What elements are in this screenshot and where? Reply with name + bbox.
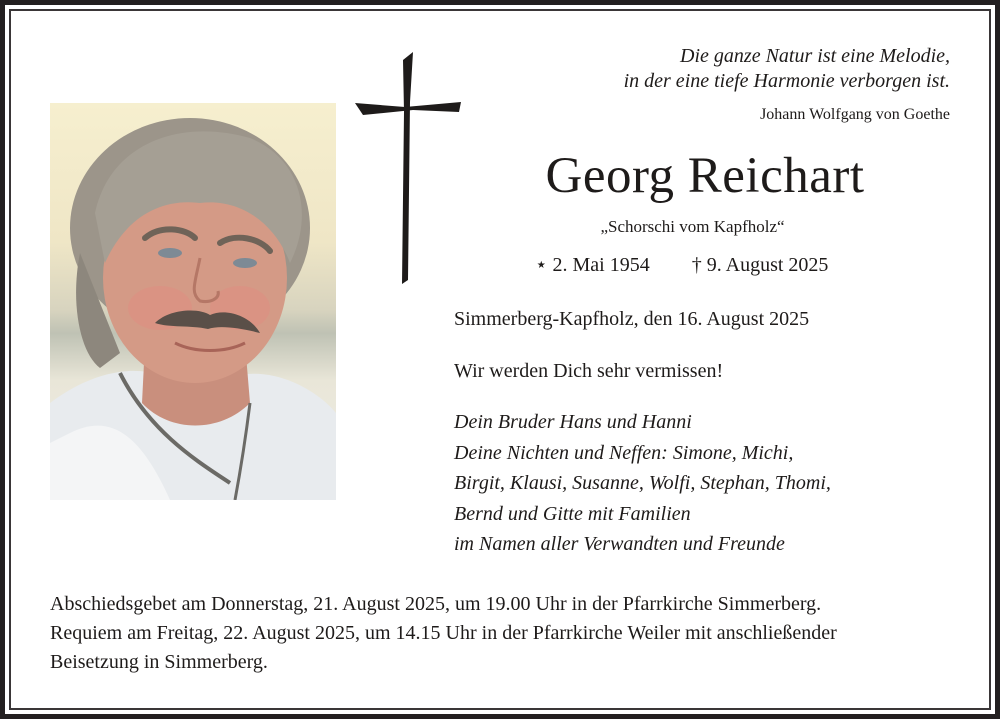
mourner-line: Dein Bruder Hans und Hanni <box>454 411 692 433</box>
birth-date: ⋆ 2. Mai 1954 <box>535 254 650 276</box>
portrait-photo <box>50 103 336 500</box>
mourner-line: Bernd und Gitte mit Familien <box>454 502 691 525</box>
mourners-list <box>454 407 831 560</box>
service-line: Beisetzung in Simmerberg. <box>50 651 268 673</box>
quote-line: Die ganze Natur ist eine Melodie, <box>680 45 950 67</box>
quote-line: in der eine tiefe Harmonie verborgen ist. <box>623 70 950 92</box>
mourner-line: Deine Nichten und Neffen: Simone, Michi, <box>454 441 794 464</box>
deceased-nickname: „Schorschi vom Kapfholz“ <box>600 217 785 236</box>
mourner-line: Birgit, Klausi, Susanne, Wolfi, Stephan, Thomi, <box>454 472 831 494</box>
service-line: Abschiedsgebet am Donnerstag, 21. August 2025, um 19.00 Uhr in der Pfarrkirche Simmerberg. <box>50 593 822 615</box>
service-line: Requiem am Freitag, 22. August 2025, um 14.15 Uhr in der Pfarrkirche Weiler mit anschließender <box>50 622 837 644</box>
service-details <box>50 590 960 677</box>
quote-author: Johann Wolfgang von Goethe <box>760 106 950 123</box>
mourner-line: im Namen aller Verwandten und Freunde <box>454 533 785 555</box>
deceased-name: Georg Reichart <box>545 148 865 204</box>
life-dates <box>535 252 828 278</box>
place-and-date: Simmerberg-Kapfholz, den 16. August 2025 <box>454 308 810 330</box>
quote <box>624 44 950 94</box>
death-date: † 9. August 2025 <box>691 254 829 276</box>
farewell-line: Wir werden Dich sehr vermissen! <box>454 360 724 382</box>
